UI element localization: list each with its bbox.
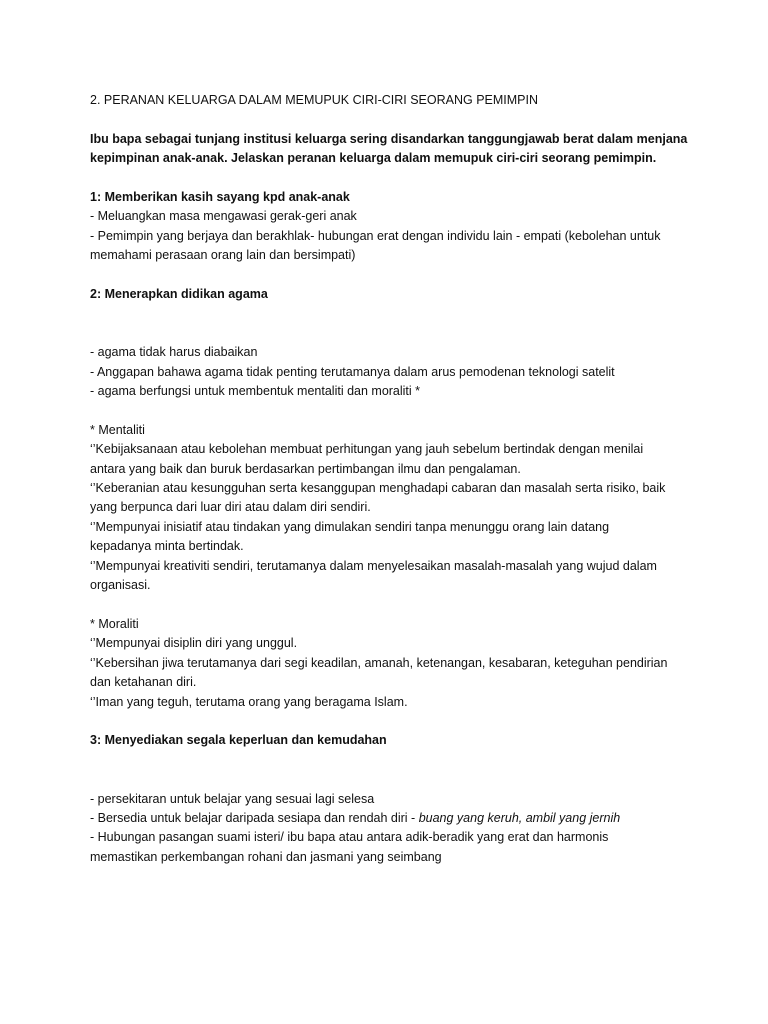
section1-line: memahami perasaan orang lain dan bersimpati): [90, 248, 356, 263]
mentaliti-line: ‘’Mempunyai inisiatif atau tindakan yang dimulakan sendiri tanpa menunggu orang lain datang: [90, 519, 610, 534]
moraliti-heading: * Moraliti: [90, 616, 139, 631]
section3-line-italic: buang yang keruh, ambil yang jernih: [418, 810, 621, 825]
section1-line: - Pemimpin yang berjaya dan berakhlak- hubungan erat dengan individu lain - empati (kebolehan untuk: [90, 228, 661, 243]
mentaliti-heading: * Mentaliti: [90, 422, 145, 437]
mentaliti-line: antara yang baik dan buruk berdasarkan pertimbangan ilmu dan pengalaman.: [90, 461, 521, 476]
section1-heading: 1: Memberikan kasih sayang kpd anak-anak: [90, 190, 350, 204]
mentaliti-line: ‘’Kebijaksanaan atau kebolehan membuat perhitungan yang jauh sebelum bertindak dengan menilai: [90, 442, 644, 457]
moraliti-line: ‘’Iman yang teguh, terutama orang yang beragama Islam.: [90, 694, 408, 709]
moraliti-line: ‘’Mempunyai disiplin diri yang unggul.: [90, 636, 298, 651]
mentaliti-line: kepadanya minta bertindak.: [90, 539, 244, 554]
moraliti-line: ‘’Kebersihan jiwa terutamanya dari segi keadilan, amanah, ketenangan, kesabaran, keteguhan pendirian: [90, 655, 668, 670]
section1-line: - Meluangkan masa mengawasi gerak-geri anak: [90, 209, 357, 224]
section2-line: - agama berfungsi untuk membentuk mentaliti dan moraliti *: [90, 384, 421, 399]
mentaliti-line: ‘’Keberanian atau kesungguhan serta kesanggupan menghadapi cabaran dan masalah serta risiko, baik: [90, 481, 666, 496]
section2-line: - Anggapan bahawa agama tidak penting terutamanya dalam arus pemodenan teknologi satelit: [90, 364, 615, 379]
section3-heading: 3: Menyediakan segala keperluan dan kemudahan: [90, 733, 387, 748]
section3-line-plain: - Bersedia untuk belajar daripada sesiapa dan rendah diri -: [90, 810, 419, 825]
section3-line: - persekitaran untuk belajar yang sesuai lagi selesa: [90, 791, 375, 806]
section3-line: [90, 809, 690, 828]
document-title: 2. PERANAN KELUARGA DALAM MEMUPUK CIRI-CIRI SEORANG PEMIMPIN: [90, 93, 538, 107]
section3-line: - Hubungan pasangan suami isteri/ ibu bapa atau antara adik-beradik yang erat dan harmonis: [90, 830, 609, 845]
question-line: Ibu bapa sebagai tunjang institusi keluarga sering disandarkan tanggungjawab berat dalam menjana: [90, 131, 688, 146]
mentaliti-line: ‘’Mempunyai kreativiti sendiri, terutamanya dalam menyelesaikan masalah-masalah yang wujud dalam: [90, 558, 657, 573]
mentaliti-line: organisasi.: [90, 578, 151, 593]
section2-heading: 2: Menerapkan didikan agama: [90, 287, 268, 302]
mentaliti-line: yang berpunca dari luar diri atau dalam diri sendiri.: [90, 500, 371, 515]
section2-line: - agama tidak harus diabaikan: [90, 345, 258, 360]
question-line: kepimpinan anak-anak. Jelaskan peranan keluarga dalam memupuk ciri-ciri seorang pemimpin.: [90, 151, 657, 166]
document-page: [90, 91, 690, 867]
moraliti-line: dan ketahanan diri.: [90, 675, 197, 690]
section3-line: memastikan perkembangan rohani dan jasmani yang seimbang: [90, 849, 442, 864]
